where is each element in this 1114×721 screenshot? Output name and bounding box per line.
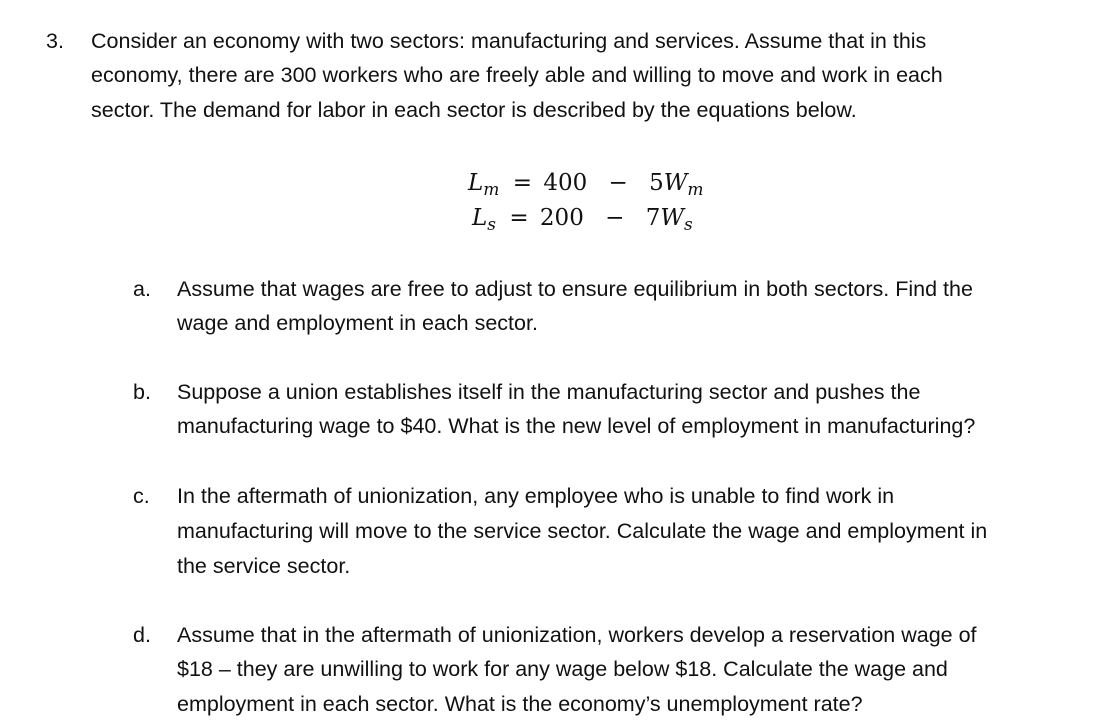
eq-s-rhs-var: W (660, 205, 685, 231)
eq-s-lhs-sub: s (487, 215, 497, 235)
eq-m-lhs-var: L (468, 170, 484, 196)
intro-line-3: sector. The demand for labor in each sector is described by the equations below. (91, 98, 857, 122)
eq-m-minus: − (608, 170, 628, 196)
eq-s-constant: 200 (539, 205, 584, 231)
eq-s-rhs-sub: s (684, 215, 693, 235)
part-a-line-1: Assume that wages are free to adjust to ensure equilibrium in both sectors. Find the (177, 277, 973, 301)
eq-s-coef: 7 (645, 205, 661, 231)
eq-m-equals: = (512, 170, 532, 196)
part-d-line-3: employment in each sector. What is the economy’s unemployment rate? (177, 692, 863, 716)
part-a-line-2: wage and employment in each sector. (177, 311, 538, 335)
part-d-line-2: $18 – they are unwilling to work for any wage below $18. Calculate the wage and (177, 657, 948, 681)
eq-m-lhs-sub: m (483, 180, 500, 200)
eq-m-rhs-sub: m (687, 180, 704, 200)
eq-s-lhs-var: L (472, 205, 488, 231)
eq-m-coef: 5 (649, 170, 664, 196)
part-c-line-2: manufacturing will move to the service sector. Calculate the wage and employment in (177, 519, 988, 543)
part-c-line-1: In the aftermath of unionization, any employee who is unable to find work in (177, 484, 895, 508)
part-c-line-3: the service sector. (177, 554, 351, 578)
equation-services (472, 205, 693, 235)
eq-s-minus: − (605, 205, 625, 231)
intro-line-1: Consider an economy with two sectors: manufacturing and services. Assume that in this (91, 29, 927, 53)
part-b-label: b. (133, 380, 151, 404)
part-a-label: a. (133, 277, 151, 301)
intro-line-2: economy, there are 300 workers who are freely able and willing to move and work in each (91, 63, 943, 87)
part-b-line-2: manufacturing wage to $40. What is the new level of employment in manufacturing? (177, 414, 976, 438)
part-c-label: c. (133, 484, 150, 508)
eq-s-equals: = (509, 205, 529, 231)
part-d-label: d. (133, 623, 151, 647)
eq-m-constant: 400 (543, 170, 588, 196)
eq-m-rhs-var: W (663, 170, 688, 196)
equation-manufacturing (468, 170, 704, 200)
part-d-line-1: Assume that in the aftermath of unionization, workers develop a reservation wage of (177, 623, 977, 647)
part-b-line-1: Suppose a union establishes itself in the manufacturing sector and pushes the (177, 380, 921, 404)
problem-number: 3. (46, 29, 64, 53)
